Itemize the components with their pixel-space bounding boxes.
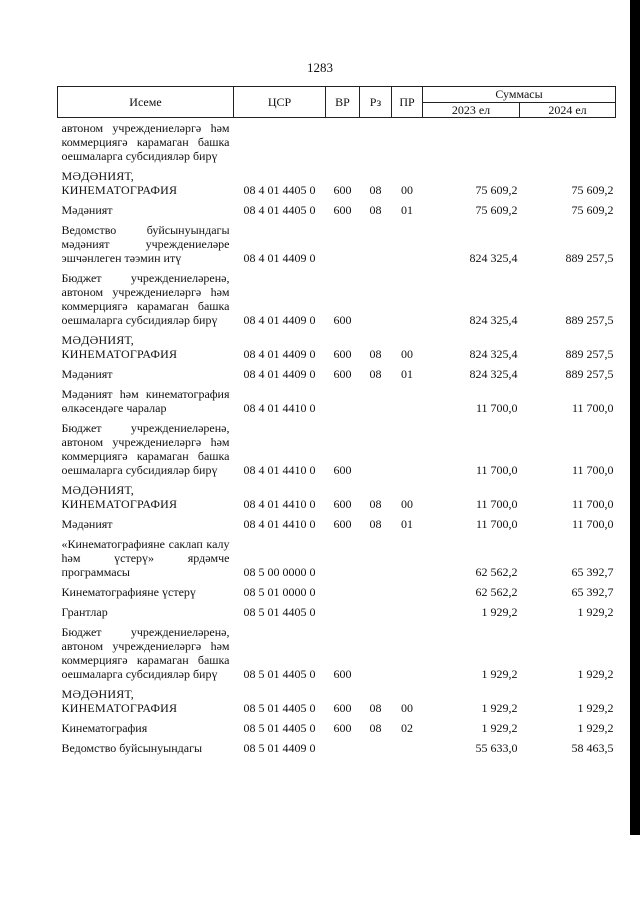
row-sum-2023 (423, 118, 520, 167)
row-pr: 01 (401, 367, 413, 381)
table-row (58, 622, 616, 684)
row-pr (392, 418, 423, 480)
budget-table (57, 86, 616, 758)
row-sum-2024: 75 609,2 (571, 203, 614, 217)
table-row (58, 384, 616, 418)
row-name: Мәдәният (61, 203, 113, 217)
row-rz: 08 (369, 203, 382, 217)
row-sum-2023: 11 700,0 (475, 401, 518, 415)
row-sum-2024 (520, 118, 616, 167)
row-vr: 600 (333, 721, 352, 735)
row-csr: 08 5 01 0000 0 (243, 585, 316, 599)
row-sum-2024: 889 257,5 (565, 367, 614, 381)
header-vr: ВР (326, 87, 360, 118)
header-pr: ПР (392, 87, 423, 118)
row-name: Кинематографияне үстерү (61, 585, 196, 599)
row-rz (360, 534, 392, 582)
header-name: Исеме (58, 87, 234, 118)
row-sum-2024: 889 257,5 (565, 347, 614, 361)
row-vr: 600 (333, 313, 352, 327)
row-csr: 08 4 01 4409 0 (243, 347, 316, 361)
row-sum-2023: 824 325,4 (469, 367, 518, 381)
row-csr: 08 4 01 4409 0 (243, 251, 316, 265)
row-sum-2023: 11 700,0 (475, 517, 518, 531)
row-rz (360, 582, 392, 602)
row-sum-2023: 75 609,2 (475, 203, 518, 217)
row-name: Бюджет учреждениеләренә, автоном учреждениеләргә һәм коммерциягә карамаган башка оешмаларга субсидияләр бирү (61, 271, 230, 327)
table-row (58, 364, 616, 384)
row-pr (392, 622, 423, 684)
row-rz: 08 (369, 497, 382, 511)
table-row (58, 514, 616, 534)
row-pr (392, 118, 423, 167)
table-row (58, 166, 616, 200)
row-sum-2023: 62 562,2 (475, 565, 518, 579)
row-vr (326, 738, 360, 758)
row-name: МӘДӘНИЯТ, КИНЕМАТОГРАФИЯ (61, 483, 178, 511)
row-name: Грантлар (61, 605, 108, 619)
row-pr: 02 (401, 721, 413, 735)
table-row (58, 534, 616, 582)
table-row (58, 718, 616, 738)
row-vr: 600 (333, 367, 352, 381)
table-row (58, 602, 616, 622)
table-row (58, 268, 616, 330)
row-csr: 08 4 01 4410 0 (243, 497, 316, 511)
table-row (58, 738, 616, 758)
row-name: Бюджет учреждениеләренә, автоном учреждениеләргә һәм коммерциягә карамаган башка оешмаларга субсидияләр бирү (61, 421, 230, 477)
row-sum-2024: 889 257,5 (565, 251, 614, 265)
table-row (58, 582, 616, 602)
row-rz (360, 268, 392, 330)
row-sum-2024: 11 700,0 (571, 497, 614, 511)
row-rz: 08 (369, 721, 382, 735)
row-vr: 600 (333, 347, 352, 361)
row-rz: 08 (369, 347, 382, 361)
row-sum-2024: 1 929,2 (577, 667, 614, 681)
table-row (58, 480, 616, 514)
table-row (58, 418, 616, 480)
row-pr (392, 268, 423, 330)
row-csr: 08 4 01 4405 0 (243, 203, 316, 217)
row-sum-2023: 824 325,4 (469, 251, 518, 265)
row-rz (360, 418, 392, 480)
row-vr (326, 384, 360, 418)
row-sum-2024: 1 929,2 (577, 701, 614, 715)
row-pr: 01 (401, 517, 413, 531)
row-sum-2023: 1 929,2 (481, 667, 518, 681)
row-sum-2024: 75 609,2 (571, 183, 614, 197)
row-sum-2023: 1 929,2 (481, 721, 518, 735)
page-number: 1283 (307, 60, 333, 75)
row-name: Мәдәният (61, 367, 113, 381)
scan-edge-bar (630, 0, 640, 835)
row-rz (360, 738, 392, 758)
row-csr: 08 4 01 4410 0 (243, 517, 316, 531)
row-pr: 00 (401, 701, 413, 715)
row-rz: 08 (369, 701, 382, 715)
row-vr (326, 582, 360, 602)
row-sum-2024: 1 929,2 (577, 605, 614, 619)
table-row (58, 200, 616, 220)
row-sum-2024: 889 257,5 (565, 313, 614, 327)
row-rz (360, 384, 392, 418)
row-name: Ведомство буйсынуындагы (61, 741, 203, 755)
row-pr (392, 582, 423, 602)
table-header (58, 87, 616, 118)
row-name: Кинематография (61, 721, 148, 735)
row-vr: 600 (333, 183, 352, 197)
row-name: Мәдәният (61, 517, 113, 531)
row-sum-2023: 11 700,0 (475, 463, 518, 477)
row-sum-2024: 65 392,7 (571, 565, 614, 579)
row-pr (392, 534, 423, 582)
row-csr: 08 5 01 4405 0 (243, 701, 316, 715)
row-rz (360, 602, 392, 622)
row-vr: 600 (333, 517, 352, 531)
row-name: МӘДӘНИЯТ, КИНЕМАТОГРАФИЯ (61, 333, 178, 361)
row-name: МӘДӘНИЯТ, КИНЕМАТОГРАФИЯ (61, 687, 178, 715)
row-sum-2024: 1 929,2 (577, 721, 614, 735)
header-rz: Рз (360, 87, 392, 118)
row-sum-2023: 75 609,2 (475, 183, 518, 197)
table-row (58, 118, 616, 167)
row-pr (392, 220, 423, 268)
row-csr: 08 4 01 4405 0 (243, 183, 316, 197)
row-csr: 08 4 01 4409 0 (243, 313, 316, 327)
header-csr: ЦСР (234, 87, 326, 118)
row-sum-2023: 1 929,2 (481, 605, 518, 619)
row-rz (360, 220, 392, 268)
table-body (58, 118, 616, 759)
row-sum-2024: 11 700,0 (571, 517, 614, 531)
row-name: «Кинематографияне саклап калу һәм үстерү» ярдәмче программасы (61, 537, 230, 579)
row-rz: 08 (369, 367, 382, 381)
row-csr: 08 5 01 4409 0 (243, 741, 316, 755)
header-year-2023: 2023 ел (423, 103, 520, 118)
row-pr: 01 (401, 203, 413, 217)
row-sum-2023: 55 633,0 (475, 741, 518, 755)
row-vr: 600 (333, 203, 352, 217)
row-rz: 08 (369, 517, 382, 531)
row-csr: 08 4 01 4410 0 (243, 463, 316, 477)
row-sum-2024: 58 463,5 (571, 741, 614, 755)
row-sum-2024: 65 392,7 (571, 585, 614, 599)
row-vr: 600 (333, 497, 352, 511)
row-sum-2023: 11 700,0 (475, 497, 518, 511)
row-pr: 00 (401, 347, 413, 361)
row-vr: 600 (333, 667, 352, 681)
row-pr: 00 (401, 183, 413, 197)
row-csr: 08 5 01 4405 0 (243, 721, 316, 735)
row-vr (326, 534, 360, 582)
row-name: Мәдәният һәм кинематография өлкәсендәге чаралар (61, 387, 230, 415)
row-vr: 600 (333, 701, 352, 715)
row-rz (360, 622, 392, 684)
row-name: автоном учреждениеләргә һәм коммерциягә карамаган башка оешмаларга субсидияләр бирү (61, 121, 230, 163)
row-pr: 00 (401, 497, 413, 511)
row-sum-2024: 11 700,0 (571, 463, 614, 477)
header-year-2024: 2024 ел (520, 103, 616, 118)
row-sum-2024: 11 700,0 (571, 401, 614, 415)
row-pr (392, 738, 423, 758)
row-sum-2023: 824 325,4 (469, 347, 518, 361)
row-vr (326, 118, 360, 167)
table-row (58, 220, 616, 268)
row-sum-2023: 824 325,4 (469, 313, 518, 327)
row-vr (326, 602, 360, 622)
row-vr (326, 220, 360, 268)
row-csr: 08 5 01 4405 0 (243, 667, 316, 681)
row-name: Ведомство буйсынуындагы мәдәният учреждениеләре эшчәнлеген тәэмин итү (61, 223, 230, 265)
row-rz (360, 118, 392, 167)
row-csr: 08 5 00 0000 0 (243, 565, 316, 579)
table-row (58, 684, 616, 718)
row-pr (392, 602, 423, 622)
row-name: МӘДӘНИЯТ, КИНЕМАТОГРАФИЯ (61, 169, 178, 197)
header-sums: Суммасы (423, 87, 616, 103)
table-row (58, 330, 616, 364)
row-name: Бюджет учреждениеләренә, автоном учреждениеләргә һәм коммерциягә карамаган башка оешмаларга субсидияләр бирү (61, 625, 230, 681)
row-pr (392, 384, 423, 418)
row-vr: 600 (333, 463, 352, 477)
row-csr: 08 4 01 4410 0 (243, 401, 316, 415)
row-csr: 08 4 01 4409 0 (243, 367, 316, 381)
row-sum-2023: 62 562,2 (475, 585, 518, 599)
row-csr (234, 118, 326, 167)
row-csr: 08 5 01 4405 0 (243, 605, 316, 619)
row-rz: 08 (369, 183, 382, 197)
row-sum-2023: 1 929,2 (481, 701, 518, 715)
